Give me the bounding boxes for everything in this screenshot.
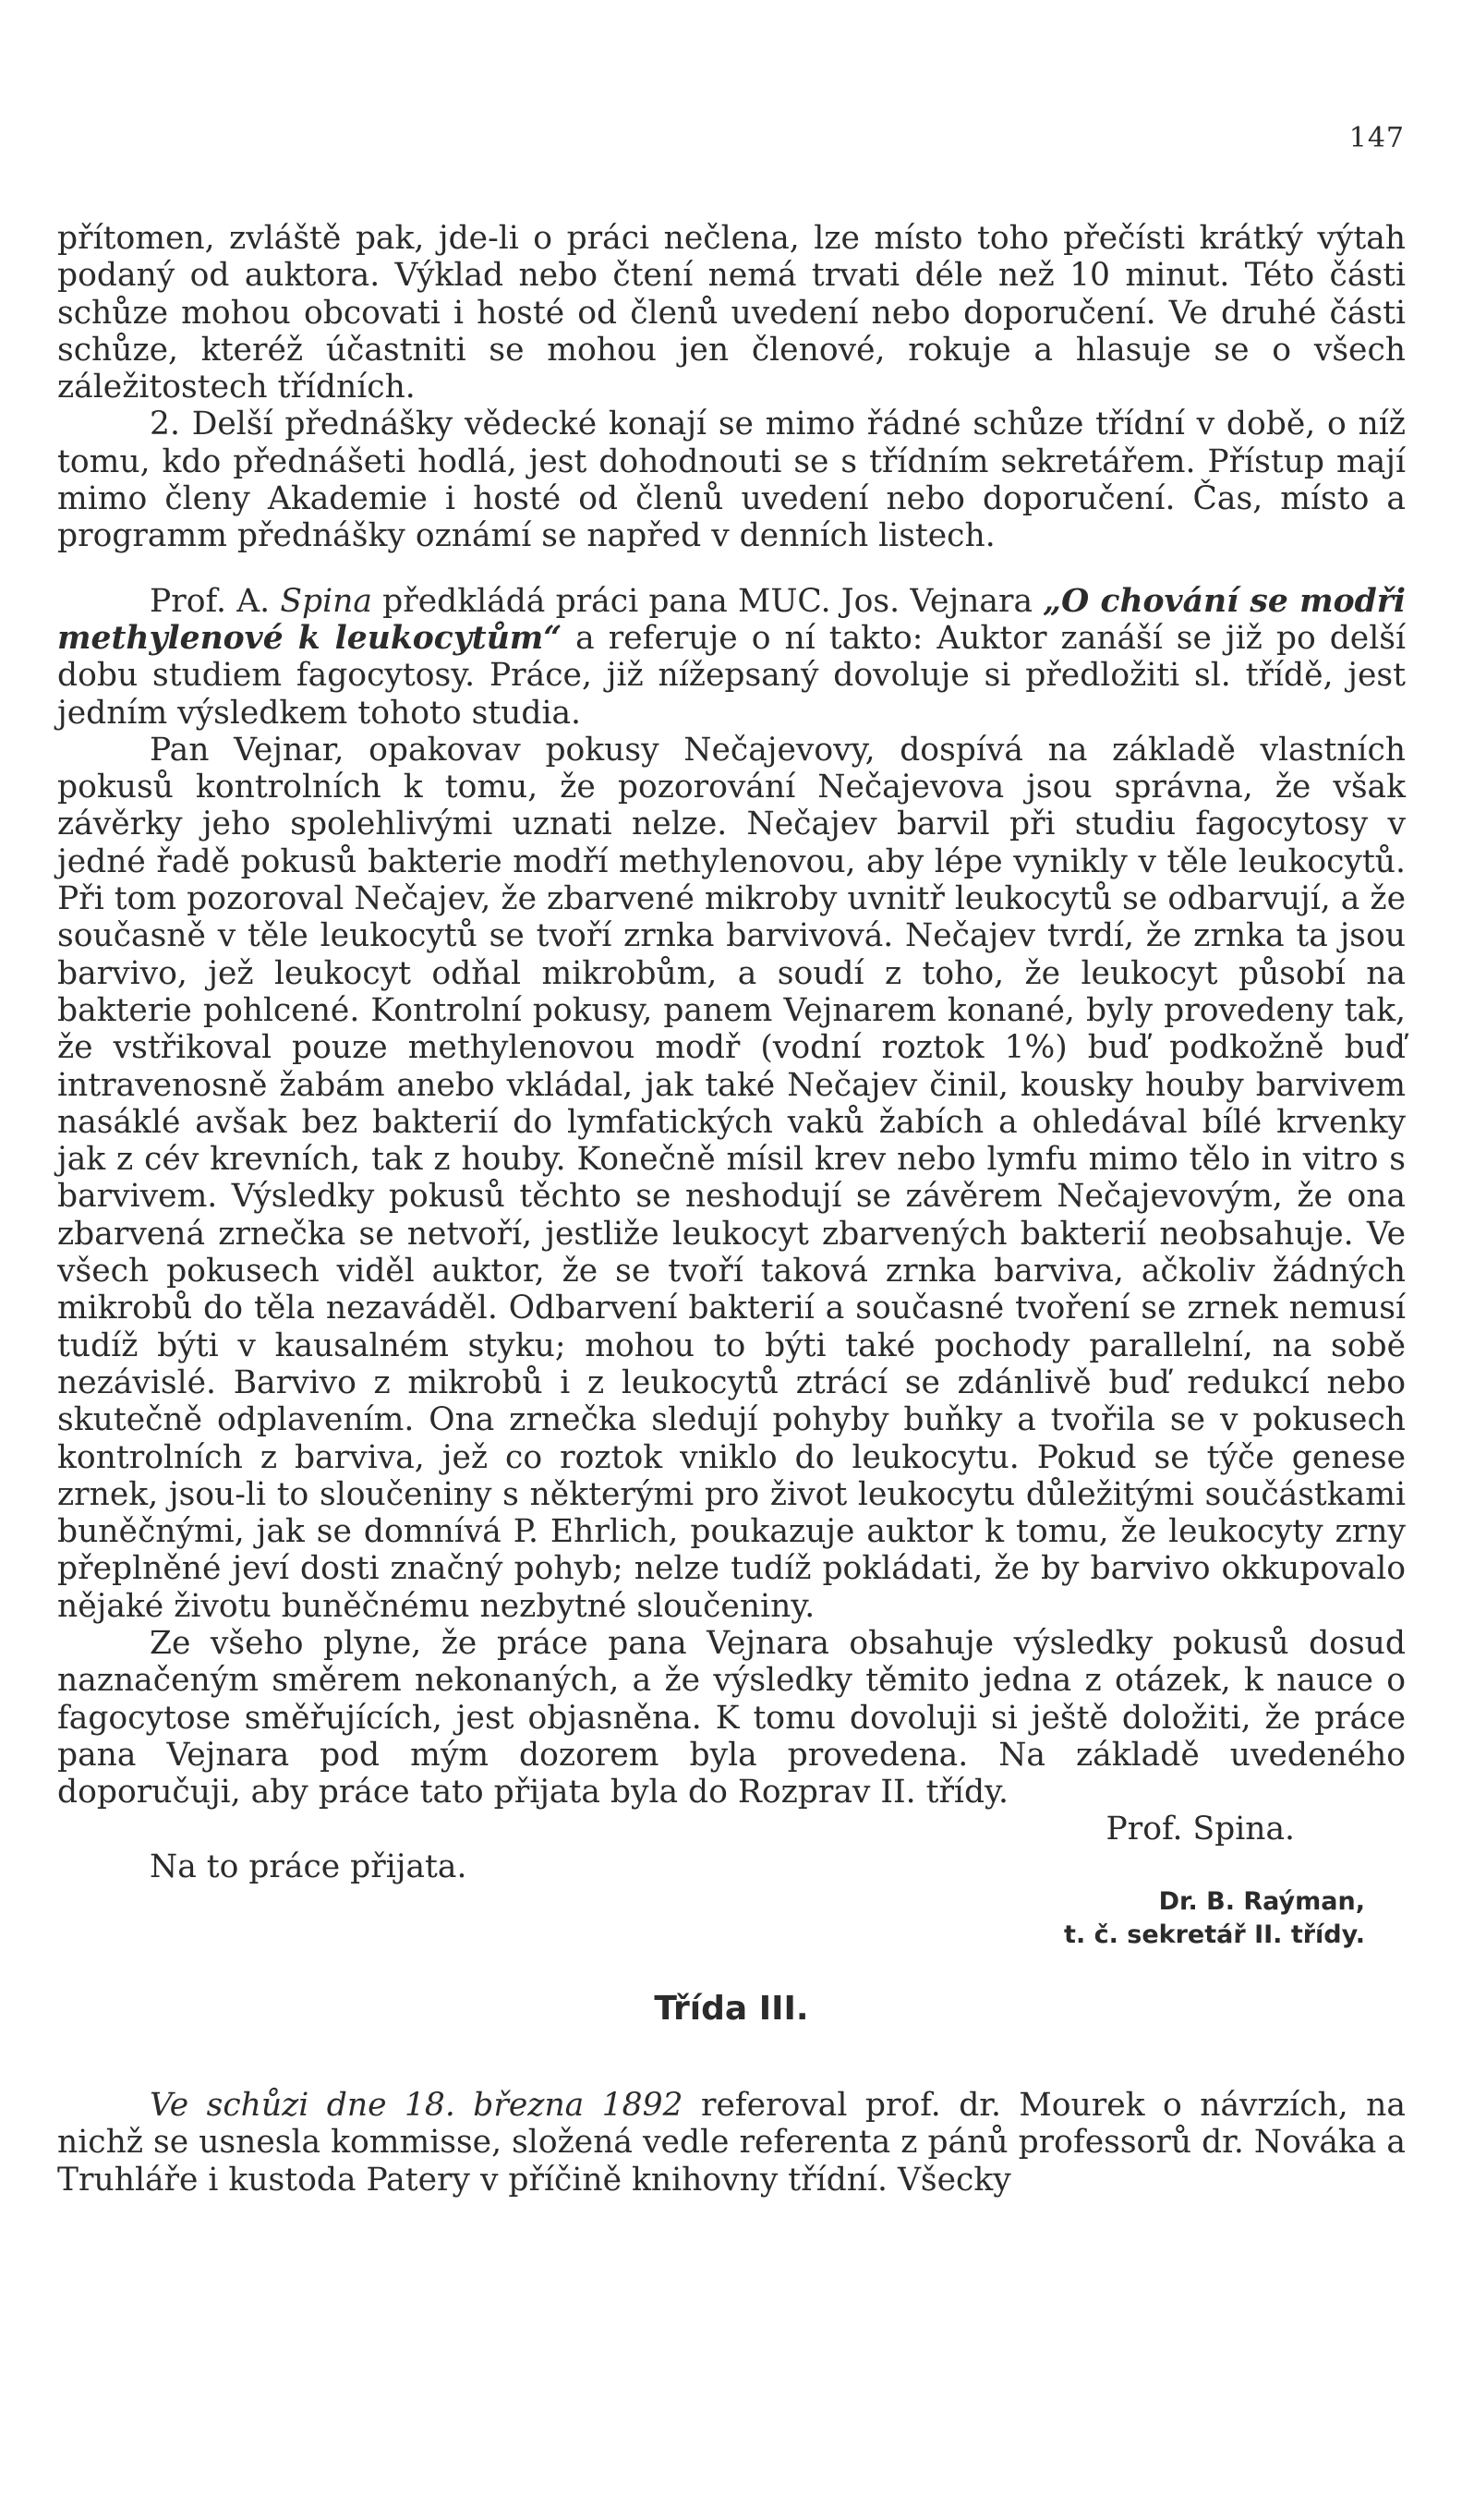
section-heading: Třída III. [654, 1989, 809, 2028]
paragraph-spina-presentation [57, 583, 1406, 732]
meeting-report: referoval prof. dr. Mourek o návrzích, na nichž se usnesla kommisse, složená vedle referenta z pánů professorů dr. Nováka a Truhláře i kustoda Patery v příčině knihovny třídní. Všecky [57, 2087, 1406, 2199]
meeting-date: Ve schůzi dne 18. března 1892 [150, 2087, 683, 2125]
paragraph-continuation: přítomen, zvláště pak, jde-li o práci nečlena, lze místo toho přečísti krátký výtah podaný od auktora. Výklad nebo čtení nemá trvati déle než 10 minut. Této části schůze mohou obcovati i hosté od členů uvedení nebo doporučení. Ve druhé části schůze, kteréž účastniti se mohou jen členové, rokuje a hlasuje se o všech záležitostech třídních. [57, 220, 1406, 406]
accepted-note: Na to práce přijata. [150, 1848, 467, 1885]
body-text [57, 220, 1406, 2199]
page-number: 147 [1348, 122, 1405, 154]
paragraph-lectures: 2. Delší přednášky vědecké konají se mimo řádné schůze třídní v době, o níž tomu, kdo přednášeti hodlá, jest dohodnouti se s třídním sekretářem. Přístup mají mimo členy Akademie i hosté od členů uvedení nebo doporučení. Čas, místo a programm přednášky oznámí se napřed v denních listech. [57, 406, 1406, 555]
paragraph-class-three [57, 2087, 1406, 2199]
secretary-signature [57, 1885, 1406, 1952]
text-presents: předkládá práci pana MUC. Jos. Vejnara [371, 582, 1044, 620]
secretary-name: Dr. B. Raýman, [1158, 1886, 1365, 1916]
name-spina: Spina [280, 582, 372, 620]
secretary-title: t. č. sekretář II. třídy. [1064, 1920, 1365, 1949]
work-title: „O chování se modři methylenové k leukocytům“ [57, 582, 1406, 657]
text-prof-a: Prof. A. [150, 582, 281, 620]
acceptance-line [57, 1848, 1406, 1885]
signature-spina: Prof. Spina. [1106, 1811, 1295, 1848]
paragraph-conclusion: Ze všeho plyne, že práce pana Vejnara obsahuje výsledky pokusů dosud naznačeným směrem nekonaných, a že výsledky těmito jedna z otázek, k nauce o fagocytose směřujících, jest objasněna. K tomu dovoluji si ještě doložiti, že práce pana Vejnara pod mým dozorem byla provedena. Na základě uvedeného doporučuji, aby práce tato přijata byla do Rozprav II. třídy. [57, 1624, 1406, 1811]
text-refers: a referuje o ní takto: Auktor zanáší se již po delší dobu studiem fagocytosy. Práce, již nížepsaný dovoluje si předložiti sl. třídě, jest jedním výsledkem tohoto studia. [57, 619, 1407, 732]
paragraph-vejnar-experiments: Pan Vejnar, opakovav pokusy Nečajevovy, dospívá na základě vlastních pokusů kontrolních k tomu, že pozorování Nečajevova jsou správna, že však závěrky jeho spolehlivými uznati nelze. Nečajev barvil při studiu fagocytosy v jedné řadě pokusů bakterie modří methylenovou, aby lépe vynikly v těle leukocytů. Při tom pozoroval Nečajev, že zbarvené mikroby uvnitř leukocytů se odbarvují, a že současně v těle leukocytů se tvoří zrnka barvivová. Nečajev tvrdí, že zrnka ta jsou barvivo, jež leukocyt odňal mikrobům, a soudí z toho, že leukocyt působí na bakterie pohlcené. Kontrolní pokusy, panem Vejnarem konané, byly provedeny tak, že vstřikoval pouze methylenovou modř (vodní roztok 1%) buď podkožně buď intravenosně žabám anebo vkládal, jak také Nečajev činil, kousky houby barvivem nasáklé avšak bez bakterií do lymfatických vaků žabích a ohledával bílé krvenky jak z cév krevních, tak z houby. Konečně mísil krev nebo lymfu mimo tělo in vitro s barvivem. Výsledky pokusů těchto se neshodují se závěrem Nečajevovým, že ona zbarvená zrnečka se netvoří, jestliže leukocyt zbarvených bakterií neobsahuje. Ve všech pokusech viděl auktor, že se tvoří taková zrnka barviva, ačkoliv žádných mikrobů do těla nezaváděl. Odbarvení bakterií a současné tvoření se zrnek nemusí tudíž býti v kausalném styku; mohou to býti také pochody parallelní, na sobě nezávislé. Barvivo z mikrobů i z leukocytů ztrácí se zdánlivě buď redukcí nebo skutečně odplavením. Ona zrnečka sledují pohyby buňky a tvořila se v pokusech kontrolních z barviva, jež co roztok vniklo do leukocytu. Pokud se týče genese zrnek, jsou-li to sloučeniny s některými pro život leukocytu důležitými součástkami buněčnými, jak se domnívá P. Ehrlich, poukazuje auktor k tomu, že leukocyty zrny přeplněné jeví dosti značný pohyb; nelze tudíž pokládati, že by barvivo okkupovalo nějaké životu buněčnému nezbytné sloučeniny. [57, 731, 1406, 1625]
